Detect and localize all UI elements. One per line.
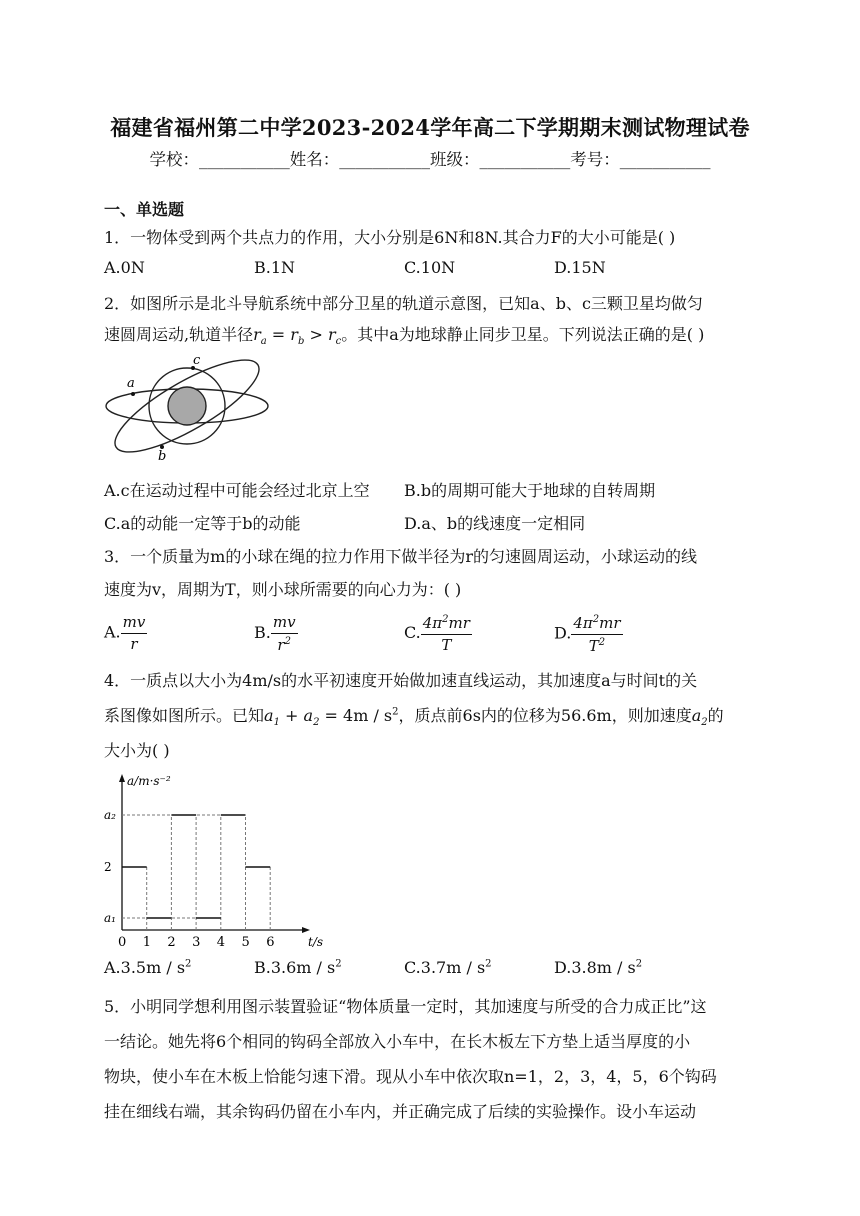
q5-stem-line2: 一结论。她先将6个相同的钩码全部放入小车中，在长木板左下方垫上适当厚度的小 (104, 1032, 691, 1051)
q4-option-d-value: 3.8m / s (571, 958, 636, 977)
q2-line2-post: 。其中a为地球静止同步卫星。下列说法正确的是( ) (341, 325, 705, 344)
q1-option-b: B.1N (254, 258, 296, 277)
q2-option-c: C.a的动能一定等于b的动能 (104, 514, 301, 533)
q2-line2-pre: 速圆周运动,轨道半径 (104, 325, 254, 344)
q4-option-c-letter: C. (404, 958, 421, 977)
q3-option-a-letter: A. (104, 622, 121, 642)
x-tick-label: 6 (266, 935, 275, 950)
q3-option-b (254, 614, 298, 653)
earth (168, 387, 206, 425)
satellite-orbit-diagram (100, 350, 280, 465)
x-tick-label: 5 (241, 935, 250, 950)
x-tick-label: 3 (192, 935, 201, 950)
q3-option-c-letter: C. (404, 623, 421, 642)
q3-fraction-b: $\frac{mv}{r^2}$ (272, 613, 296, 654)
q2-option-b: B.b的周期可能大于地球的自转周期 (404, 481, 656, 500)
q3-fraction-a: $\frac{mv}{r}$ (122, 613, 146, 653)
q4-option-a-value: 3.5m / s (120, 958, 186, 977)
q5-stem-line3: 物块，使小车在木板上恰能匀速下滑。现从小车中依次取n=1，2，3，4，5，6个钩码 (104, 1067, 717, 1086)
q3-option-d (554, 614, 623, 654)
y-tick-label: 2 (104, 860, 112, 874)
q4-line2-pre: 系图像如图所示。已知 (104, 706, 265, 725)
q1-option-d: D.15N (554, 258, 606, 277)
label-b: b (158, 449, 167, 464)
q5-stem-line1: 5．小明同学想利用图示装置验证“物体质量一定时，其加速度与所受的合力成正比”这 (104, 997, 707, 1016)
q3-option-c (404, 614, 472, 653)
label-a: a (127, 376, 135, 391)
q4-option-b-value: 3.6m / s (270, 958, 336, 977)
q3-option-d-letter: D. (554, 623, 572, 643)
q4-option-a-letter: A. (104, 958, 121, 977)
x-axis-label: t/s (308, 935, 324, 949)
x-axis-arrow (302, 927, 310, 933)
q4-option-b-letter: B. (254, 958, 271, 977)
q2-radius-relation: $r_a = r_b > r_c$ (253, 325, 342, 348)
q4-stem-line2: 系图像如图所示。已知$a_1 + a_2 = 4m / s^2$，质点前6s内的位移为56.6m，则加速度$a_2$的 (104, 706, 724, 729)
x-tick-label: 0 (118, 935, 127, 950)
q4-stem-line1: 4．一质点以大小为4m/s的水平初速度开始做加速直线运动，其加速度a与时间t的关 (104, 671, 698, 690)
label-c: c (193, 353, 201, 368)
q3-option-b-letter: B. (254, 623, 271, 642)
student-info-line: 学校：___________姓名：___________班级：___________考号：___________ (149, 150, 711, 169)
y-tick-label: a₂ (104, 808, 116, 822)
q4-option-d-letter: D. (554, 958, 572, 977)
q4-a2-symbol: $a_2$ (691, 706, 708, 729)
y-axis-arrow (119, 774, 125, 782)
y-axis-label: a/m·s⁻² (127, 774, 171, 788)
q3-fraction-c: $\frac{4\pi^2mr}{T}$ (422, 614, 470, 654)
acceleration-time-chart (100, 770, 335, 950)
q1-option-a: A.0N (104, 258, 145, 277)
q4-option-a: $A.3.5m / s^2$ (104, 958, 192, 977)
q4-option-b: $B.3.6m / s^2$ (254, 958, 342, 977)
page-title: 福建省福州第二中学2023-2024学年高二下学期期末测试物理试卷 (110, 115, 750, 140)
satellite-a-dot (131, 392, 135, 396)
q3-option-a (104, 614, 147, 652)
q1-stem: 1．一物体受到两个共点力的作用，大小分别是6N和8N.其合力F的大小可能是( ) (104, 228, 676, 247)
x-tick-label: 4 (216, 935, 226, 950)
q2-stem-line2 (104, 322, 704, 347)
q1-option-c: C.10N (404, 258, 456, 277)
q3-fraction-d: $\frac{4\pi^2mr}{T^2}$ (573, 614, 621, 655)
q2-stem-line1: 2．如图所示是北斗导航系统中部分卫星的轨道示意图，已知a、b、c三颗卫星均做匀 (104, 294, 703, 313)
q4-option-c-value: 3.7m / s (420, 958, 486, 977)
q2-option-d: D.a、b的线速度一定相同 (404, 514, 586, 533)
q4-option-d: $D.3.8m / s^2$ (554, 958, 643, 977)
q4-accel-sum: $a_1 + a_2$ (264, 706, 320, 729)
q4-option-c: $C.3.7m / s^2$ (404, 958, 492, 977)
q3-stem-line1: 3．一个质量为m的小球在绳的拉力作用下做半径为r的匀速圆周运动，小球运动的线 (104, 547, 698, 566)
q4-stem-line3: 大小为( ) (104, 741, 170, 760)
x-tick-label: 2 (167, 935, 176, 950)
q5-stem-line4: 挂在细线右端，其余钩码仍留在小车内，并正确完成了后续的实验操作。设小车运动 (104, 1102, 697, 1121)
q4-line2-post: ，质点前6s内的位移为56.6m，则加速度 (398, 706, 692, 725)
q3-stem-line2: 速度为v，周期为T，则小球所需要的向心力为：( ) (104, 580, 462, 599)
section-heading: 一、单选题 (104, 200, 185, 219)
q2-option-a: A.c在运动过程中可能会经过北京上空 (104, 481, 370, 500)
x-tick-label: 1 (142, 935, 151, 950)
y-tick-label: a₁ (104, 911, 116, 925)
